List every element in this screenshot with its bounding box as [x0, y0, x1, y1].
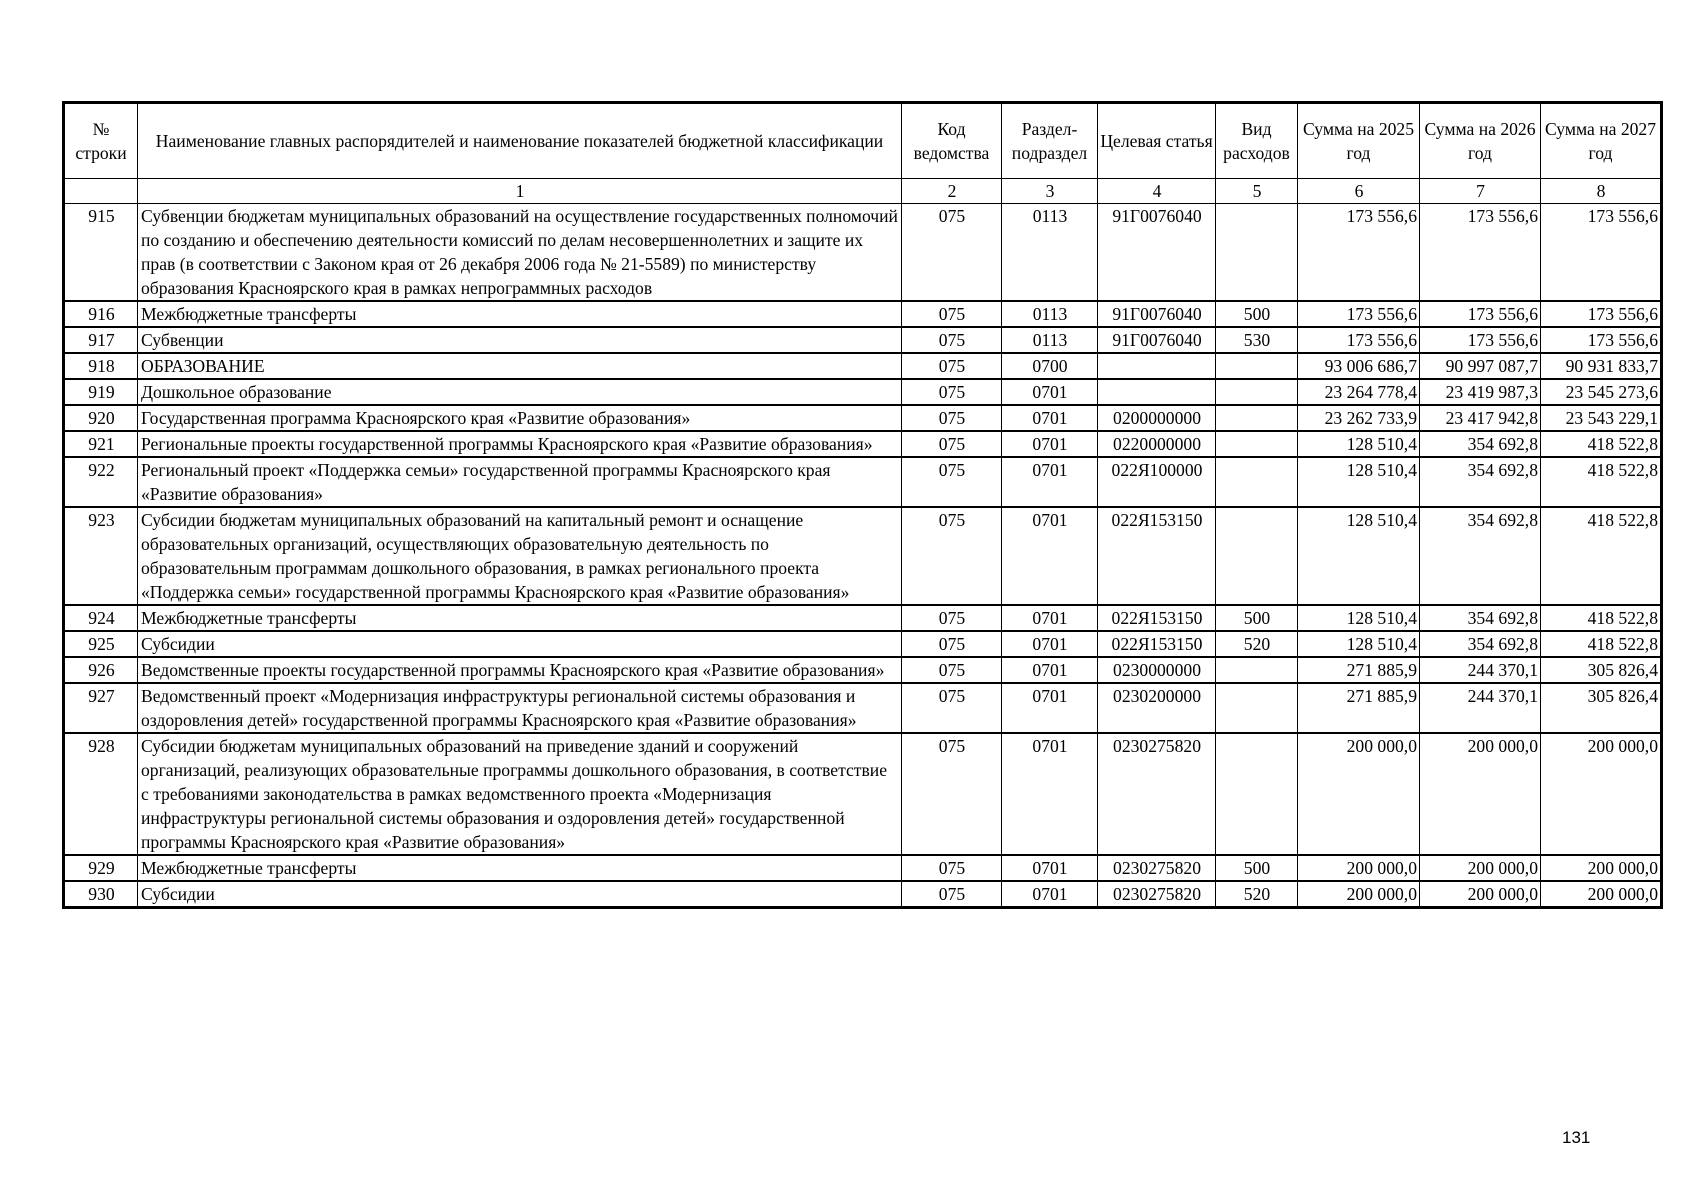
column-number: 3 [1002, 179, 1098, 204]
sum-2025: 173 556,6 [1298, 301, 1420, 327]
item-name: Ведомственный проект «Модернизация инфраструктуры региональной системы образования и оздоровления детей» государственной программы Красноярского края «Развитие образования» [138, 683, 902, 733]
expense-type: 500 [1216, 301, 1298, 327]
sum-2026: 23 419 987,3 [1420, 379, 1541, 405]
sum-2025: 128 510,4 [1298, 605, 1420, 631]
expense-type: 500 [1216, 605, 1298, 631]
header-target-article: Целевая статья [1098, 103, 1216, 179]
header-expense-type: Вид расходов [1216, 103, 1298, 179]
sum-2026: 200 000,0 [1420, 733, 1541, 855]
column-number: 5 [1216, 179, 1298, 204]
target-article: 022Я153150 [1098, 631, 1216, 657]
sum-2025: 128 510,4 [1298, 631, 1420, 657]
sum-2027: 173 556,6 [1541, 301, 1662, 327]
row-number: 920 [64, 405, 138, 431]
sum-2026: 173 556,6 [1420, 301, 1541, 327]
expense-type [1216, 431, 1298, 457]
expense-type: 520 [1216, 881, 1298, 908]
column-number: 7 [1420, 179, 1541, 204]
table-row [64, 405, 1662, 431]
item-name: Межбюджетные трансферты [138, 605, 902, 631]
item-name: Региональные проекты государственной программы Красноярского края «Развитие образования» [138, 431, 902, 457]
row-number: 923 [64, 507, 138, 605]
expense-type [1216, 683, 1298, 733]
target-article: 022Я153150 [1098, 605, 1216, 631]
item-name: Межбюджетные трансферты [138, 301, 902, 327]
row-number: 922 [64, 457, 138, 507]
header-dept-code: Код ведомства [902, 103, 1002, 179]
row-number: 921 [64, 431, 138, 457]
target-article: 0230275820 [1098, 881, 1216, 908]
table-body [64, 204, 1662, 908]
table-row [64, 327, 1662, 353]
sum-2027: 418 522,8 [1541, 605, 1662, 631]
sum-2025: 93 006 686,7 [1298, 353, 1420, 379]
sum-2025: 128 510,4 [1298, 431, 1420, 457]
target-article: 0230275820 [1098, 855, 1216, 881]
sum-2025: 23 264 778,4 [1298, 379, 1420, 405]
dept-code: 075 [902, 379, 1002, 405]
row-number: 924 [64, 605, 138, 631]
column-number: 6 [1298, 179, 1420, 204]
header-sum-2025: Сумма на 2025 год [1298, 103, 1420, 179]
dept-code: 075 [902, 301, 1002, 327]
dept-code: 075 [902, 405, 1002, 431]
column-number: 2 [902, 179, 1002, 204]
header-row-no: № строки [64, 103, 138, 179]
table-row [64, 353, 1662, 379]
dept-code: 075 [902, 431, 1002, 457]
sum-2026: 23 417 942,8 [1420, 405, 1541, 431]
target-article: 0200000000 [1098, 405, 1216, 431]
table-row [64, 457, 1662, 507]
budget-table-container [62, 101, 1660, 909]
section-code: 0701 [1002, 605, 1098, 631]
row-number: 915 [64, 204, 138, 302]
page-number: 131 [1562, 1128, 1591, 1147]
table-row [64, 881, 1662, 908]
dept-code: 075 [902, 204, 1002, 302]
sum-2026: 200 000,0 [1420, 855, 1541, 881]
dept-code: 075 [902, 507, 1002, 605]
sum-2026: 244 370,1 [1420, 657, 1541, 683]
expense-type [1216, 405, 1298, 431]
expense-type [1216, 379, 1298, 405]
row-number: 917 [64, 327, 138, 353]
table-row [64, 204, 1662, 302]
sum-2027: 173 556,6 [1541, 327, 1662, 353]
section-code: 0701 [1002, 405, 1098, 431]
sum-2026: 354 692,8 [1420, 507, 1541, 605]
expense-type [1216, 507, 1298, 605]
column-number: 8 [1541, 179, 1662, 204]
sum-2027: 200 000,0 [1541, 733, 1662, 855]
dept-code: 075 [902, 733, 1002, 855]
row-number: 916 [64, 301, 138, 327]
sum-2026: 354 692,8 [1420, 457, 1541, 507]
item-name: Субвенции бюджетам муниципальных образований на осуществление государственных полномочий по созданию и обеспечению деятельности комиссий по делам несовершеннолетних и защите их прав (в соответствии с Законом края от 26 декабря 2006 года № 21-5589) по министерству образования Красноярского края в рамках непрограммных расходов [138, 204, 902, 302]
expense-type [1216, 457, 1298, 507]
sum-2025: 128 510,4 [1298, 507, 1420, 605]
sum-2025: 271 885,9 [1298, 657, 1420, 683]
sum-2025: 173 556,6 [1298, 327, 1420, 353]
expense-type: 520 [1216, 631, 1298, 657]
column-number [64, 179, 138, 204]
column-number-row [64, 179, 1662, 204]
row-number: 919 [64, 379, 138, 405]
table-row [64, 855, 1662, 881]
item-name: Субвенции [138, 327, 902, 353]
row-number: 926 [64, 657, 138, 683]
row-number: 927 [64, 683, 138, 733]
item-name: Государственная программа Красноярского края «Развитие образования» [138, 405, 902, 431]
target-article: 0220000000 [1098, 431, 1216, 457]
sum-2027: 305 826,4 [1541, 683, 1662, 733]
section-code: 0113 [1002, 301, 1098, 327]
section-code: 0701 [1002, 855, 1098, 881]
row-number: 928 [64, 733, 138, 855]
table-row [64, 683, 1662, 733]
sum-2027: 23 543 229,1 [1541, 405, 1662, 431]
sum-2027: 418 522,8 [1541, 631, 1662, 657]
sum-2026: 354 692,8 [1420, 631, 1541, 657]
item-name: ОБРАЗОВАНИЕ [138, 353, 902, 379]
column-number: 4 [1098, 179, 1216, 204]
dept-code: 075 [902, 457, 1002, 507]
sum-2027: 418 522,8 [1541, 507, 1662, 605]
expense-type [1216, 204, 1298, 302]
section-code: 0701 [1002, 733, 1098, 855]
sum-2027: 305 826,4 [1541, 657, 1662, 683]
sum-2025: 173 556,6 [1298, 204, 1420, 302]
item-name: Субсидии [138, 631, 902, 657]
header-section: Раздел-подраздел [1002, 103, 1098, 179]
table-row [64, 431, 1662, 457]
expense-type [1216, 733, 1298, 855]
table-row [64, 507, 1662, 605]
item-name: Дошкольное образование [138, 379, 902, 405]
target-article: 022Я153150 [1098, 507, 1216, 605]
item-name: Межбюджетные трансферты [138, 855, 902, 881]
target-article [1098, 379, 1216, 405]
sum-2025: 271 885,9 [1298, 683, 1420, 733]
item-name: Субсидии [138, 881, 902, 908]
target-article: 91Г0076040 [1098, 327, 1216, 353]
target-article: 0230275820 [1098, 733, 1216, 855]
row-number: 929 [64, 855, 138, 881]
column-number: 1 [138, 179, 902, 204]
table-header-row [64, 103, 1662, 179]
sum-2027: 23 545 273,6 [1541, 379, 1662, 405]
sum-2027: 173 556,6 [1541, 204, 1662, 302]
sum-2026: 354 692,8 [1420, 605, 1541, 631]
expense-type: 500 [1216, 855, 1298, 881]
section-code: 0701 [1002, 881, 1098, 908]
section-code: 0113 [1002, 327, 1098, 353]
header-name: Наименование главных распорядителей и наименование показателей бюджетной классификации [138, 103, 902, 179]
target-article: 91Г0076040 [1098, 204, 1216, 302]
row-number: 918 [64, 353, 138, 379]
sum-2025: 200 000,0 [1298, 855, 1420, 881]
sum-2026: 244 370,1 [1420, 683, 1541, 733]
table-row [64, 605, 1662, 631]
sum-2026: 90 997 087,7 [1420, 353, 1541, 379]
sum-2025: 23 262 733,9 [1298, 405, 1420, 431]
section-code: 0701 [1002, 683, 1098, 733]
dept-code: 075 [902, 683, 1002, 733]
budget-table [62, 101, 1663, 909]
sum-2025: 200 000,0 [1298, 881, 1420, 908]
expense-type [1216, 657, 1298, 683]
section-code: 0701 [1002, 631, 1098, 657]
sum-2025: 128 510,4 [1298, 457, 1420, 507]
table-row [64, 301, 1662, 327]
sum-2026: 354 692,8 [1420, 431, 1541, 457]
item-name: Субсидии бюджетам муниципальных образований на капитальный ремонт и оснащение образовательных организаций, осуществляющих образовательную деятельность по образовательным программам дошкольного образования, в рамках регионального проекта «Поддержка семьи» государственной программы Красноярского края «Развитие образования» [138, 507, 902, 605]
item-name: Ведомственные проекты государственной программы Красноярского края «Развитие образования» [138, 657, 902, 683]
section-code: 0113 [1002, 204, 1098, 302]
section-code: 0700 [1002, 353, 1098, 379]
target-article: 0230200000 [1098, 683, 1216, 733]
section-code: 0701 [1002, 457, 1098, 507]
row-number: 930 [64, 881, 138, 908]
sum-2027: 418 522,8 [1541, 457, 1662, 507]
sum-2027: 90 931 833,7 [1541, 353, 1662, 379]
item-name: Региональный проект «Поддержка семьи» государственной программы Красноярского края «Развитие образования» [138, 457, 902, 507]
sum-2026: 173 556,6 [1420, 327, 1541, 353]
dept-code: 075 [902, 353, 1002, 379]
expense-type [1216, 353, 1298, 379]
dept-code: 075 [902, 855, 1002, 881]
target-article: 022Я100000 [1098, 457, 1216, 507]
section-code: 0701 [1002, 379, 1098, 405]
sum-2027: 200 000,0 [1541, 855, 1662, 881]
dept-code: 075 [902, 327, 1002, 353]
header-sum-2027: Сумма на 2027 год [1541, 103, 1662, 179]
sum-2027: 418 522,8 [1541, 431, 1662, 457]
row-number: 925 [64, 631, 138, 657]
section-code: 0701 [1002, 431, 1098, 457]
sum-2026: 173 556,6 [1420, 204, 1541, 302]
sum-2026: 200 000,0 [1420, 881, 1541, 908]
table-row [64, 733, 1662, 855]
table-row [64, 631, 1662, 657]
expense-type: 530 [1216, 327, 1298, 353]
dept-code: 075 [902, 657, 1002, 683]
header-sum-2026: Сумма на 2026 год [1420, 103, 1541, 179]
dept-code: 075 [902, 881, 1002, 908]
dept-code: 075 [902, 605, 1002, 631]
section-code: 0701 [1002, 507, 1098, 605]
table-row [64, 379, 1662, 405]
target-article: 91Г0076040 [1098, 301, 1216, 327]
dept-code: 075 [902, 631, 1002, 657]
target-article: 0230000000 [1098, 657, 1216, 683]
item-name: Субсидии бюджетам муниципальных образований на приведение зданий и сооружений организаций, реализующих образовательные программы дошкольного образования, в соответствие с требованиями законодательства в рамках ведомственного проекта «Модернизация инфраструктуры региональной системы образования и оздоровления детей» государственной программы Красноярского края «Развитие образования» [138, 733, 902, 855]
table-row [64, 657, 1662, 683]
sum-2027: 200 000,0 [1541, 881, 1662, 908]
section-code: 0701 [1002, 657, 1098, 683]
sum-2025: 200 000,0 [1298, 733, 1420, 855]
target-article [1098, 353, 1216, 379]
